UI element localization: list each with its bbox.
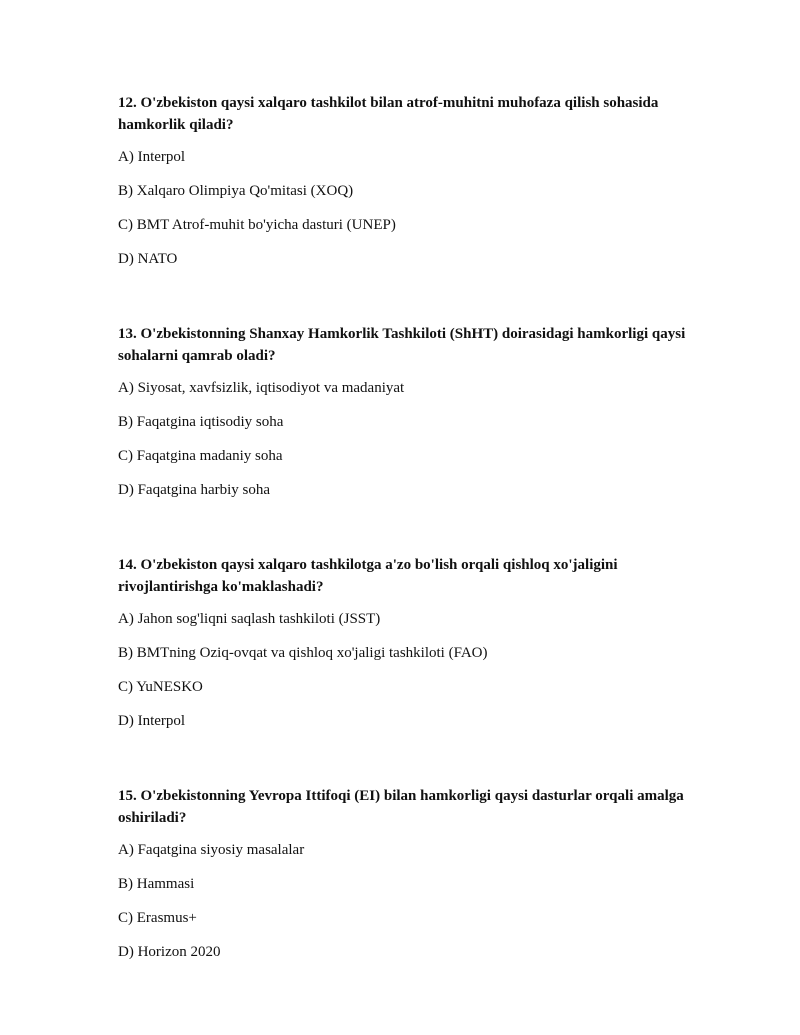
- question-14: [118, 554, 688, 744]
- question-text: 12. O'zbekiston qaysi xalqaro tashkilot bilan atrof-muhitni muhofaza qilish sohasida hamkorlik qiladi?: [118, 95, 659, 133]
- option-b: B) Faqatgina iqtisodiy soha: [118, 414, 284, 430]
- question-text: 15. O'zbekistonning Yevropa Ittifoqi (EI) bilan hamkorligi qaysi dasturlar orqali amalga oshiriladi?: [118, 788, 684, 826]
- option-a: A) Interpol: [118, 149, 186, 165]
- option-a: A) Siyosat, xavfsizlik, iqtisodiyot va madaniyat: [118, 380, 405, 396]
- option-a: A) Jahon sog'liqni saqlash tashkiloti (JSST): [118, 611, 381, 627]
- question-12: [118, 92, 688, 282]
- question-15: [118, 785, 688, 975]
- option-d: D) Faqatgina harbiy soha: [118, 482, 271, 498]
- question-13: [118, 323, 688, 513]
- option-b: B) Xalqaro Olimpiya Qo'mitasi (XOQ): [118, 183, 354, 199]
- document-page: [118, 92, 688, 975]
- question-text: 14. O'zbekiston qaysi xalqaro tashkilotga a'zo bo'lish orqali qishloq xo'jaligini rivojlantirishga ko'maklashadi?: [118, 557, 618, 595]
- option-c: C) Erasmus+: [118, 910, 197, 926]
- option-d: D) Interpol: [118, 713, 186, 729]
- option-a: A) Faqatgina siyosiy masalalar: [118, 842, 305, 858]
- option-d: D) Horizon 2020: [118, 944, 221, 960]
- option-c: C) Faqatgina madaniy soha: [118, 448, 283, 464]
- option-b: B) BMTning Oziq-ovqat va qishloq xo'jaligi tashkiloti (FAO): [118, 645, 488, 661]
- question-text: 13. O'zbekistonning Shanxay Hamkorlik Tashkiloti (ShHT) doirasidagi hamkorligi qaysi sohalarni qamrab oladi?: [118, 326, 686, 364]
- option-b: B) Hammasi: [118, 876, 195, 892]
- option-c: C) BMT Atrof-muhit bo'yicha dasturi (UNEP): [118, 217, 396, 233]
- option-c: C) YuNESKO: [118, 679, 203, 695]
- option-d: D) NATO: [118, 251, 178, 267]
